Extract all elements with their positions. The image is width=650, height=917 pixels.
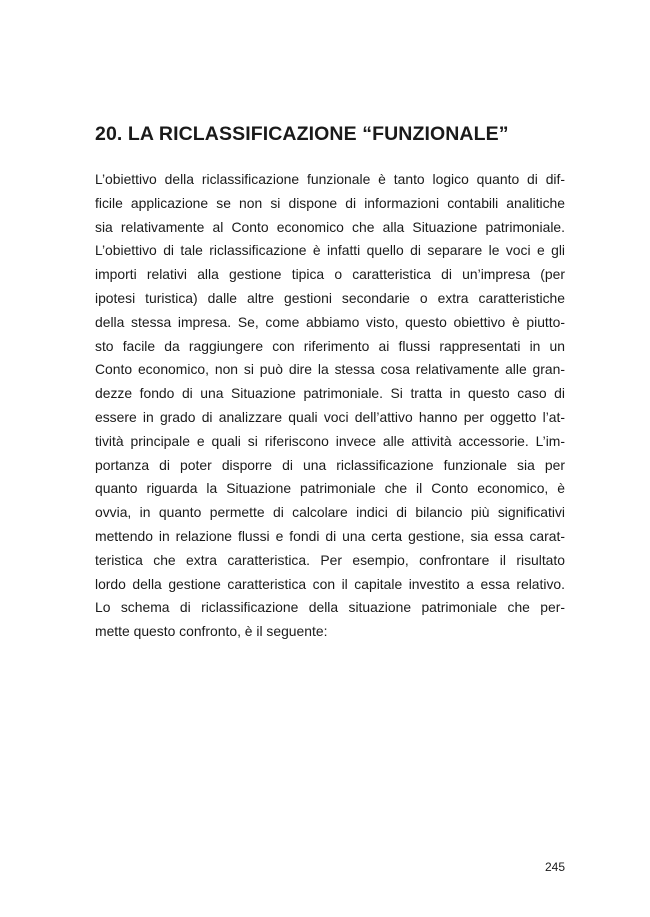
paragraph-line: mettendo in relazione flussi e fondi di una certa gestione, sia essa carat-: [95, 527, 565, 544]
body-paragraph: [95, 168, 565, 644]
paragraph-line: portanza di poter disporre di una riclassificazione funzionale sia per: [95, 456, 565, 473]
paragraph-line: teristica che extra caratteristica. Per esempio, confrontare il risultato: [95, 551, 565, 568]
paragraph-line: quanto riguarda la Situazione patrimoniale che il Conto economico, è: [95, 480, 565, 497]
paragraph-line: ficile applicazione se non si dispone di informazioni contabili analitiche: [95, 194, 565, 211]
paragraph-line: essere in grado di analizzare quali voci dell’attivo hanno per oggetto l’at-: [95, 408, 565, 425]
page-number: 245: [544, 860, 565, 874]
paragraph-line: Conto economico, non si può dire la stessa cosa relativamente alle gran-: [95, 361, 565, 378]
paragraph-line: sto facile da raggiungere con riferimento ai flussi rappresentati in un: [95, 337, 565, 354]
paragraph-line: L’obiettivo di tale riclassificazione è infatti quello di separare le voci e gli: [95, 242, 565, 259]
paragraph-line: ovvia, in quanto permette di calcolare indici di bilancio più significativi: [95, 504, 565, 521]
paragraph-line: lordo della gestione caratteristica con il capitale investito a essa relativo.: [95, 575, 565, 592]
paragraph-line: della stessa impresa. Se, come abbiamo visto, questo obiettivo è piutto-: [95, 313, 565, 330]
paragraph-line: L’obiettivo della riclassificazione funzionale è tanto logico quanto di dif-: [95, 171, 565, 187]
paragraph-line: sia relativamente al Conto economico che alla Situazione patrimoniale.: [95, 218, 565, 235]
chapter-title: 20. LA RICLASSIFICAZIONE “FUNZIONALE”: [95, 123, 509, 145]
paragraph-line: mette questo confronto, è il seguente:: [95, 623, 328, 640]
paragraph-line: Lo schema di riclassificazione della situazione patrimoniale che per-: [95, 599, 565, 616]
paragraph-line: importi relativi alla gestione tipica o caratteristica di un’impresa (per: [95, 266, 565, 283]
paragraph-line: tività principale e quali si riferiscono invece alle attività accessorie. L’im-: [95, 432, 565, 449]
paragraph-line: dezze fondo di una Situazione patrimoniale. Si tratta in questo caso di: [95, 385, 565, 402]
paragraph-line: ipotesi turistica) dalle altre gestioni secondarie o extra caratteristiche: [95, 289, 565, 306]
